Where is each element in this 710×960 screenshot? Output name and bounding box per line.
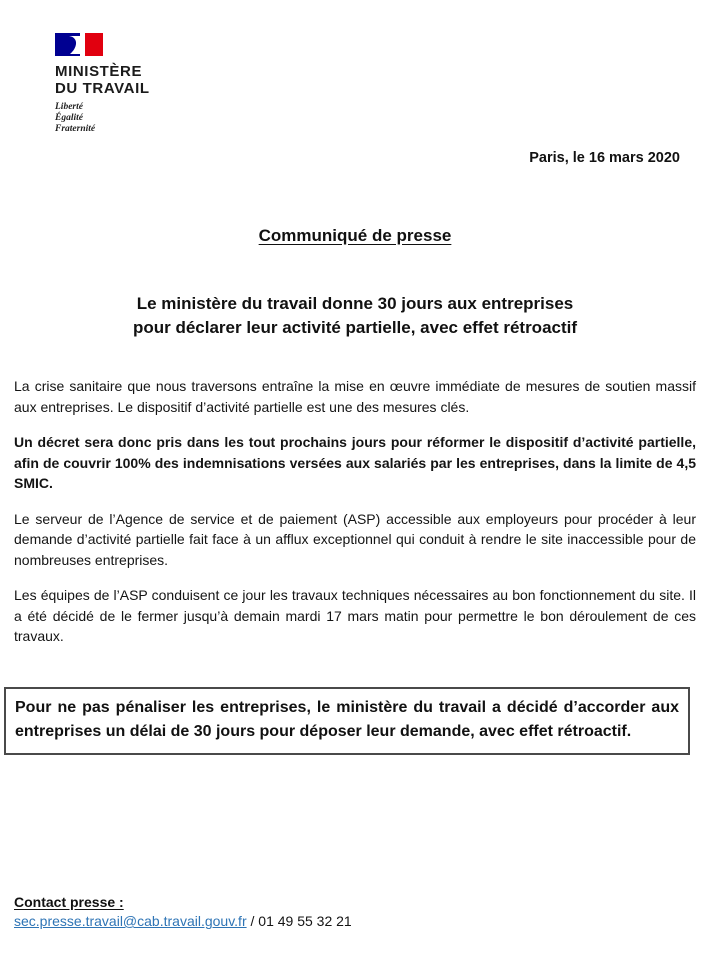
republic-motto	[55, 102, 710, 135]
dateline: Paris, le 16 mars 2020	[529, 150, 680, 166]
paragraph-decret: Un décret sera donc pris dans les tout prochains jours pour réformer le dispositif d’activité partielle, afin de couvrir 100% des indemnisations versées aux salariés par les entreprises, dans la limite de 4,5 SMIC.	[14, 434, 696, 491]
contact-line	[14, 912, 352, 931]
document-body	[0, 376, 710, 647]
document-title-line1: Le ministère du travail donne 30 jours aux entreprises	[136, 294, 574, 313]
motto-egalite: Égalité	[55, 113, 83, 123]
document-title-line2: pour déclarer leur activité partielle, avec effet rétroactif	[132, 318, 578, 337]
paragraph-crise-sanitaire: La crise sanitaire que nous traversons entraîne la mise en œuvre immédiate de mesures de soutien massif aux entreprises. Le dispositif d’activité partielle est une des mesures clés.	[14, 378, 696, 415]
paragraph-serveur-asp: Le serveur de l’Agence de service et de paiement (ASP) accessible aux employeurs pour procéder à leur demande d’activité partielle fait face à un afflux exceptionnel qui conduit à rendre le site inaccessible pour de nombreuses entreprises.	[14, 510, 696, 568]
ministry-name-line2: DU TRAVAIL	[55, 80, 150, 97]
contact-footer	[14, 893, 352, 931]
contact-label: Contact presse :	[14, 894, 124, 910]
document-title	[0, 292, 710, 340]
contact-email-link[interactable]: sec.presse.travail@cab.travail.gouv.fr	[14, 913, 247, 929]
paragraph-equipes-asp: Les équipes de l’ASP conduisent ce jour les travaux techniques nécessaires au bon fonctionnement du site. Il a été décidé de le fermer jusqu’à demain mardi 17 mars matin pour permettre le bon déroulement de ces travaux.	[14, 587, 696, 644]
ministry-logo	[0, 33, 710, 135]
press-release-heading-text: Communiqué de presse	[258, 226, 452, 245]
press-release-heading	[0, 226, 710, 246]
motto-fraternite: Fraternité	[55, 124, 96, 134]
flag-red-band	[85, 33, 103, 56]
motto-liberte: Liberté	[55, 102, 83, 112]
highlight-box: Pour ne pas pénaliser les entreprises, le ministère du travail a décidé d’accorder aux entreprises un délai de 30 jours pour déposer leur demande, avec effet rétroactif.	[4, 687, 690, 755]
ministry-name-line1: MINISTÈRE	[55, 63, 143, 80]
contact-phone: / 01 49 55 32 21	[246, 913, 352, 929]
french-flag-icon	[55, 33, 103, 56]
ministry-name	[55, 63, 710, 97]
